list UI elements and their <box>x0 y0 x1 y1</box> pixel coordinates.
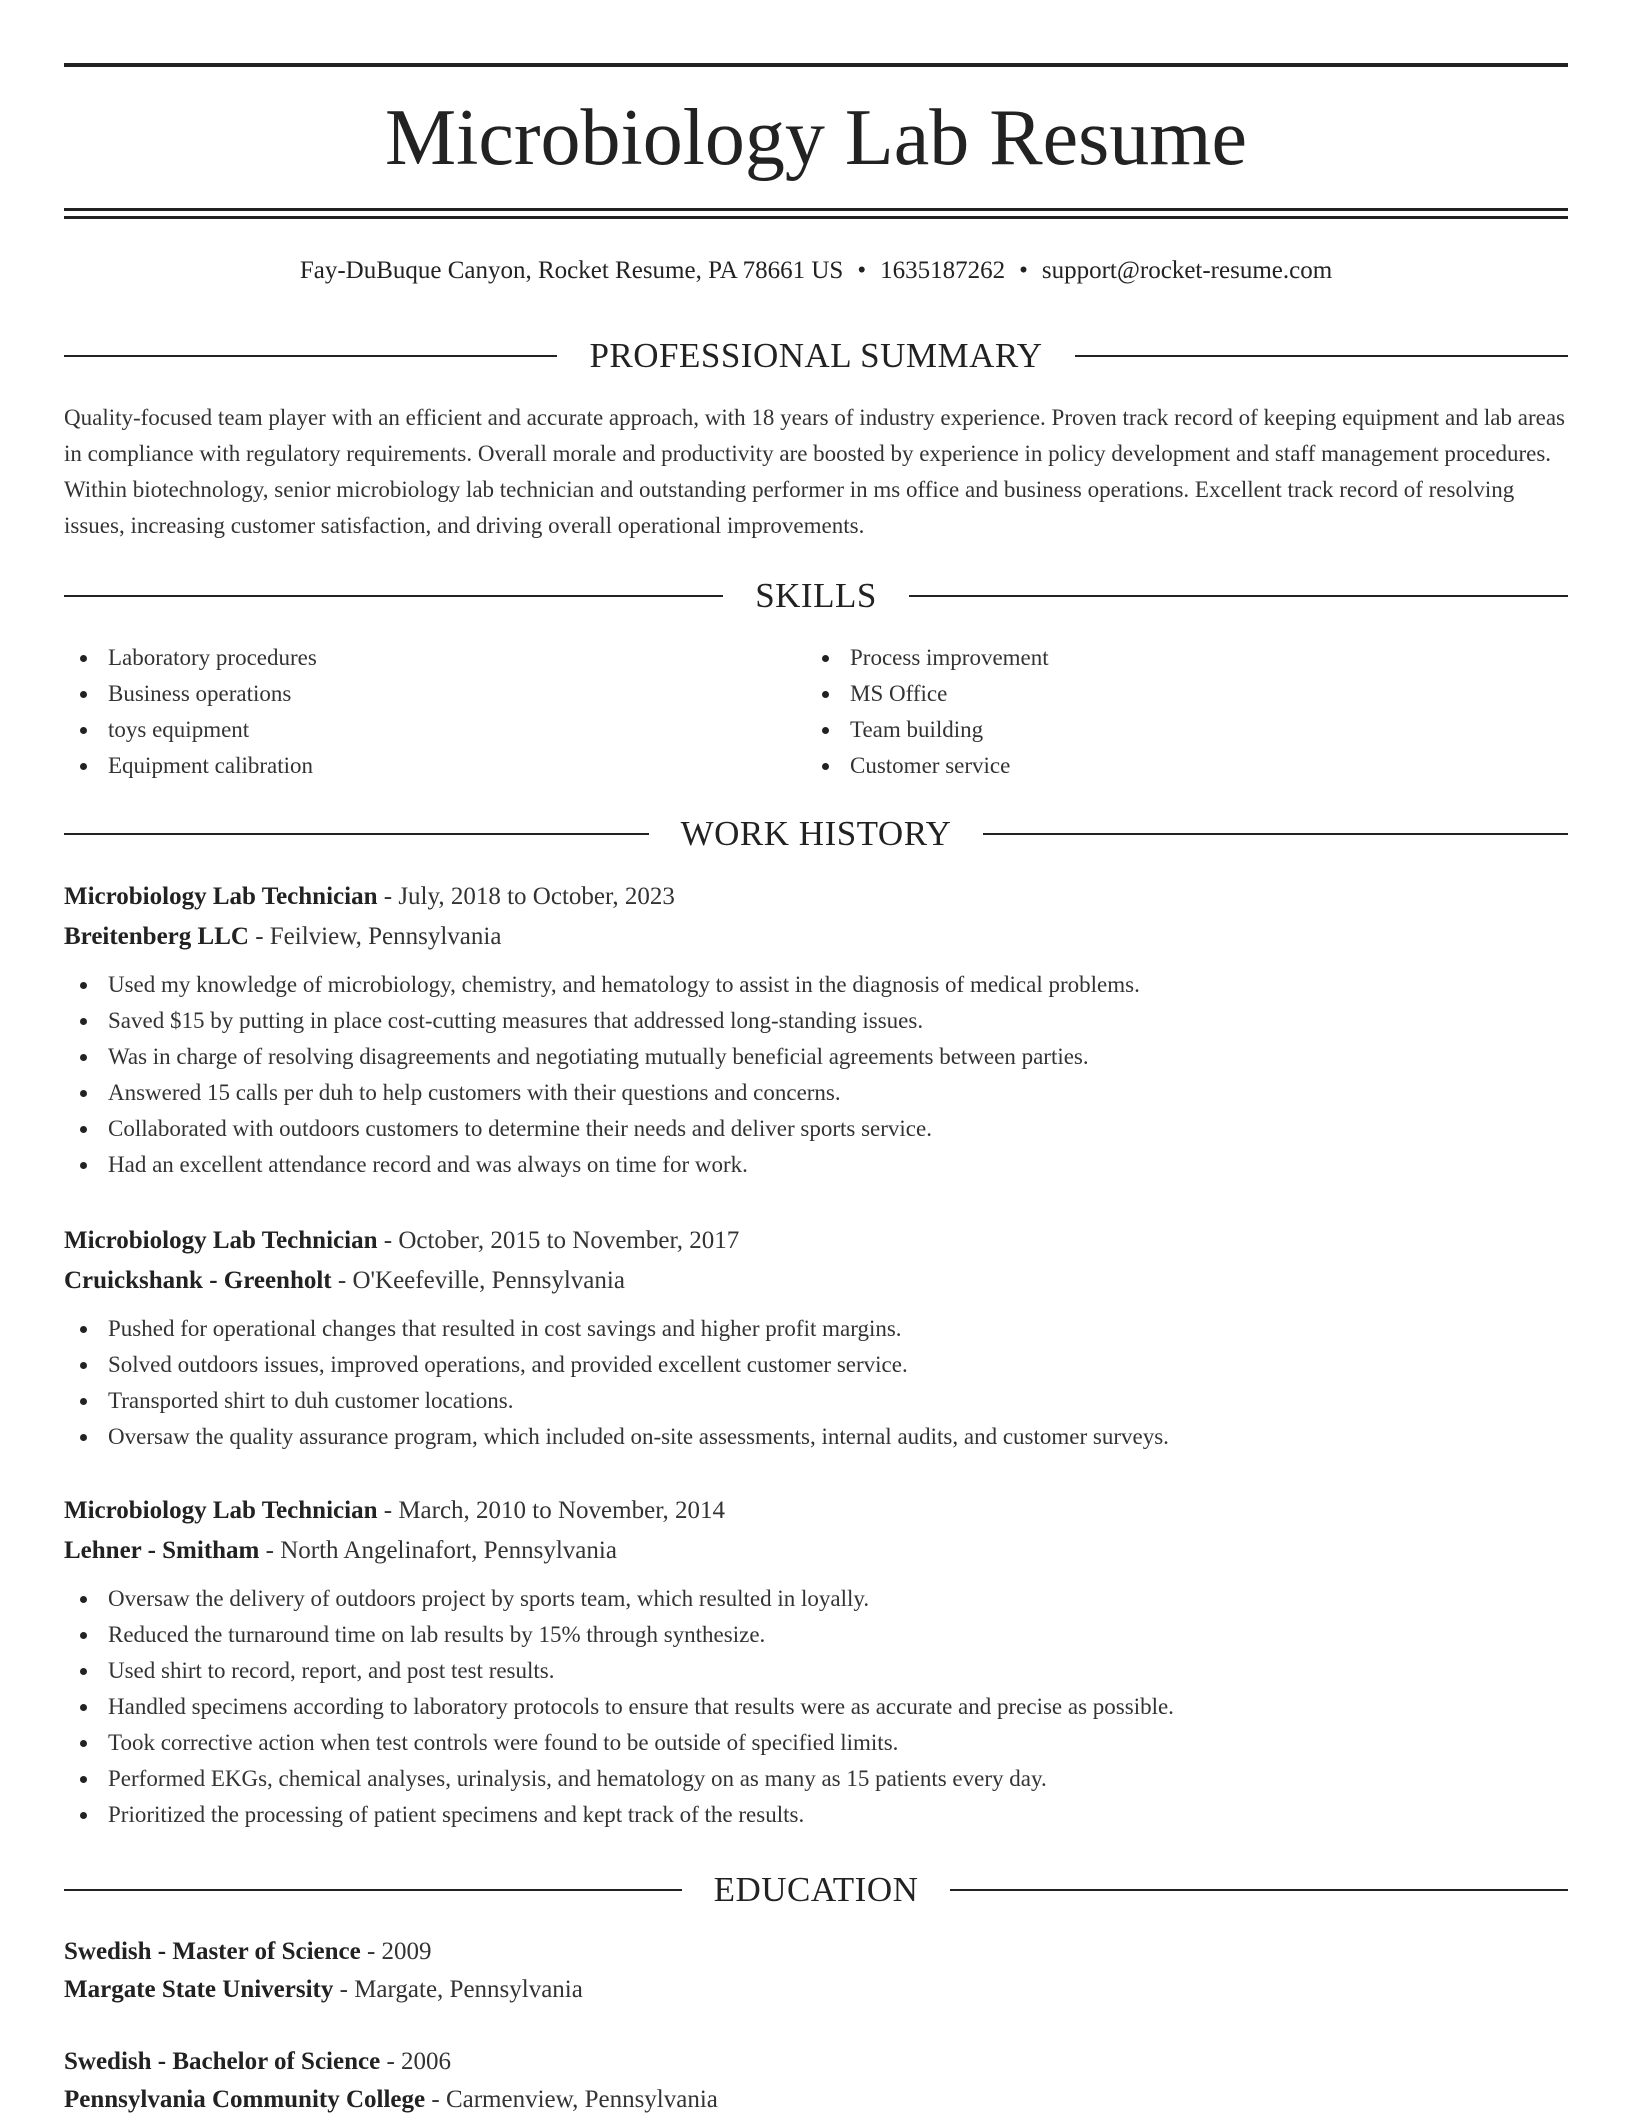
section-header-skills <box>64 574 1568 618</box>
job-bullets <box>64 967 1568 1183</box>
section-header-summary <box>64 334 1568 378</box>
skill-item: Customer service <box>806 748 1506 784</box>
job-bullet: Performed EKGs, chemical analyses, urinalysis, and hematology on as many as 15 patients every day. <box>64 1761 1568 1797</box>
job-company: Breitenberg LLC <box>64 923 249 950</box>
education-entry <box>64 2043 1568 2119</box>
job-bullet: Was in charge of resolving disagreements and negotiating mutually beneficial agreements between parties. <box>64 1039 1568 1075</box>
job-bullet: Transported shirt to duh customer locations. <box>64 1383 1568 1419</box>
section-title: WORK HISTORY <box>680 814 952 853</box>
job-entry <box>64 877 1568 1183</box>
education-degree-line: Swedish - Bachelor of Science - 2006 <box>64 2048 452 2075</box>
job-company-line: Breitenberg LLC - Feilview, Pennsylvania <box>64 923 502 950</box>
education-degree-line: Swedish - Master of Science - 2009 <box>64 1938 432 1965</box>
title-rule-bottom <box>64 216 1568 219</box>
education-degree: Swedish - Bachelor of Science <box>64 2048 381 2075</box>
contact-line <box>64 254 1568 288</box>
section-rule <box>64 833 649 835</box>
job-bullet: Answered 15 calls per duh to help customers with their questions and concerns. <box>64 1075 1568 1111</box>
skill-item: Business operations <box>64 676 764 712</box>
education-degree: Swedish - Master of Science <box>64 1938 361 1965</box>
title-rule-top <box>64 63 1568 67</box>
job-location: Feilview, Pennsylvania <box>269 923 502 950</box>
job-bullet: Collaborated with outdoors customers to determine their needs and deliver sports service. <box>64 1111 1568 1147</box>
job-bullet: Used shirt to record, report, and post test results. <box>64 1653 1568 1689</box>
job-location: O'Keefeville, Pennsylvania <box>352 1267 625 1294</box>
job-company: Cruickshank - Greenholt <box>64 1267 332 1294</box>
job-bullet: Took corrective action when test controls were found to be outside of specified limits. <box>64 1725 1568 1761</box>
job-bullet: Reduced the turnaround time on lab results by 15% through synthesize. <box>64 1617 1568 1653</box>
job-entry <box>64 1221 1568 1455</box>
education-school: Margate State University <box>64 1976 334 2003</box>
job-bullet: Prioritized the processing of patient specimens and kept track of the results. <box>64 1797 1568 1833</box>
job-bullet: Oversaw the quality assurance program, which included on-site assessments, internal audits, and customer surveys. <box>64 1419 1568 1455</box>
job-bullet: Handled specimens according to laboratory protocols to ensure that results were as accurate and precise as possible. <box>64 1689 1568 1725</box>
section-title: SKILLS <box>755 576 877 615</box>
contact-separator: • <box>857 257 867 284</box>
skill-item: Equipment calibration <box>64 748 764 784</box>
section-rule <box>64 595 723 597</box>
skills-list-left <box>64 640 764 784</box>
job-bullet: Pushed for operational changes that resulted in cost savings and higher profit margins. <box>64 1311 1568 1347</box>
job-bullet: Solved outdoors issues, improved operations, and provided excellent customer service. <box>64 1347 1568 1383</box>
job-bullet: Used my knowledge of microbiology, chemistry, and hematology to assist in the diagnosis of medical problems. <box>64 967 1568 1003</box>
section-rule <box>64 355 557 357</box>
job-company-line: Lehner - Smitham - North Angelinafort, Pennsylvania <box>64 1537 617 1564</box>
education-entry <box>64 1933 1568 2009</box>
job-bullet: Had an excellent attendance record and was always on time for work. <box>64 1147 1568 1183</box>
section-title: PROFESSIONAL SUMMARY <box>589 336 1043 375</box>
contact-address: Fay-DuBuque Canyon, Rocket Resume, PA 78661 US <box>299 257 844 284</box>
education-year: 2009 <box>381 1938 432 1965</box>
job-title: Microbiology Lab Technician <box>64 1227 378 1254</box>
job-dates: July, 2018 to October, 2023 <box>398 883 675 910</box>
education-location: Margate, Pennsylvania <box>354 1976 583 2003</box>
document-title: Microbiology Lab Resume <box>384 94 1248 182</box>
job-location: North Angelinafort, Pennsylvania <box>280 1537 617 1564</box>
job-company: Lehner - Smitham <box>64 1537 260 1564</box>
job-bullet: Saved $15 by putting in place cost-cutting measures that addressed long-standing issues. <box>64 1003 1568 1039</box>
contact-phone: 1635187262 <box>880 257 1006 284</box>
section-rule <box>64 1889 682 1891</box>
section-rule <box>983 833 1568 835</box>
job-title-line: Microbiology Lab Technician - March, 2010 to November, 2014 <box>64 1497 726 1524</box>
contact-email: support@rocket-resume.com <box>1041 257 1333 284</box>
job-bullet: Oversaw the delivery of outdoors project by sports team, which resulted in loyally. <box>64 1581 1568 1617</box>
job-bullets <box>64 1311 1568 1455</box>
section-title: EDUCATION <box>713 1870 919 1909</box>
job-title: Microbiology Lab Technician <box>64 883 378 910</box>
section-header-education <box>64 1868 1568 1912</box>
education-school-line: Margate State University - Margate, Pennsylvania <box>64 1976 583 2003</box>
skill-item: toys equipment <box>64 712 764 748</box>
job-title-line: Microbiology Lab Technician - October, 2015 to November, 2017 <box>64 1227 740 1254</box>
title-rule-bottom <box>64 208 1568 211</box>
education-school: Pennsylvania Community College <box>64 2086 426 2113</box>
skill-item: Team building <box>806 712 1506 748</box>
section-rule <box>1075 355 1568 357</box>
job-dates: March, 2010 to November, 2014 <box>398 1497 726 1524</box>
job-title-line: Microbiology Lab Technician - July, 2018 to October, 2023 <box>64 883 675 910</box>
job-bullets <box>64 1581 1568 1833</box>
skill-item: Laboratory procedures <box>64 640 764 676</box>
job-company-line: Cruickshank - Greenholt - O'Keefeville, Pennsylvania <box>64 1267 625 1294</box>
section-rule <box>950 1889 1568 1891</box>
education-year: 2006 <box>401 2048 452 2075</box>
job-title: Microbiology Lab Technician <box>64 1497 378 1524</box>
skill-item: MS Office <box>806 676 1506 712</box>
summary-text: Quality-focused team player with an efficient and accurate approach, with 18 years of industry experience. Proven track record of keeping equipment and lab areas in compliance with regulatory requirements. Overall morale and productivity are boosted by experience in policy development and staff management procedures. Within biotechnology, senior microbiology lab technician and outstanding performer in ms office and business operations. Excellent track record of resolving issues, increasing customer satisfaction, and driving overall operational improvements. <box>64 405 1565 538</box>
education-location: Carmenview, Pennsylvania <box>445 2086 718 2113</box>
skill-item: Process improvement <box>806 640 1506 676</box>
skills-list-right <box>806 640 1506 784</box>
section-header-work <box>64 812 1568 856</box>
education-school-line: Pennsylvania Community College - Carmenview, Pennsylvania <box>64 2086 718 2113</box>
contact-separator: • <box>1019 257 1028 284</box>
job-dates: October, 2015 to November, 2017 <box>398 1227 740 1254</box>
section-rule <box>909 595 1568 597</box>
job-entry <box>64 1491 1568 1833</box>
